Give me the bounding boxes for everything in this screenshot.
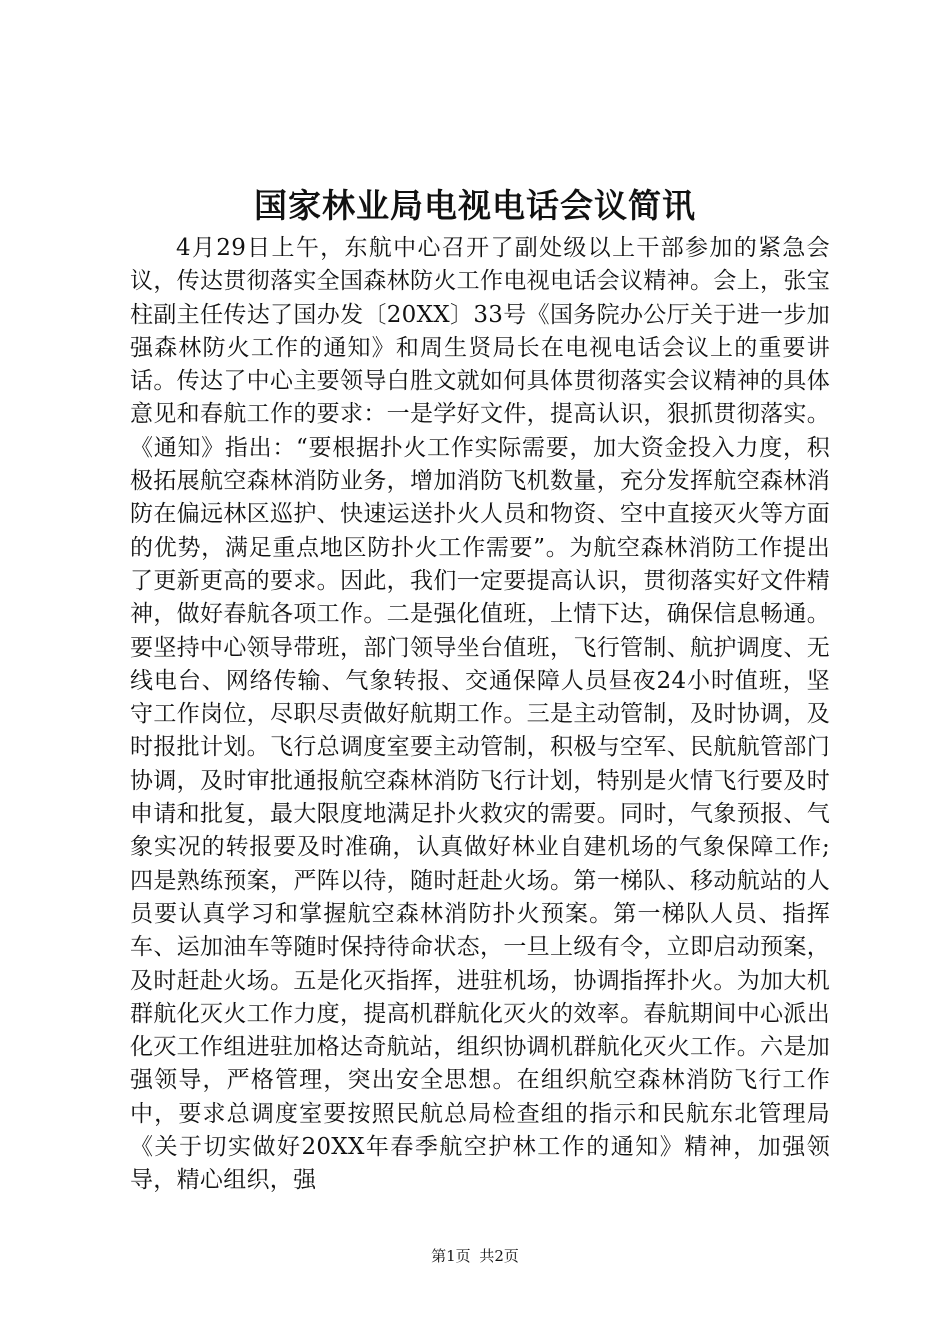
page-footer (0, 1246, 950, 1266)
page-count: 共2页 (479, 1247, 519, 1265)
page-number: 第1页 (431, 1247, 471, 1265)
document-title: 国家林业局电视电话会议简讯 (254, 186, 696, 225)
document-body: 4月29日上午，东航中心召开了副处级以上干部参加的紧急会议，传达贯彻落实全国森林防火工作电视电话会议精神。会上，张宝柱副主任传达了国办发〔20XX〕33号《国务院办公厅关于进一步加强森林防火工作的通知》和周生贤局长在电视电话会议上的重要讲话。传达了中心主要领导白胜文就如何具体贯彻落实会议精神的具体意见和春航工作的要求：一是学好文件，提高认识，狠抓贯彻落实。《通知》指出：“要根据扑火工作实际需要，加大资金投入力度，积极拓展航空森林消防业务，增加消防飞机数量，充分发挥航空森林消防在偏远林区巡护、快速运送扑火人员和物资、空中直接灭火等方面的优势，满足重点地区防扑火工作需要”。为航空森林消防工作提出了更新更高的要求。因此，我们一定要提高认识，贯彻落实好文件精神，做好春航各项工作。二是强化值班，上情下达，确保信息畅通。要坚持中心领导带班，部门领导坐台值班，飞行管制、航护调度、无线电台、网络传输、气象转报、交通保障人员昼夜24小时值班，坚守工作岗位，尽职尽责做好航期工作。三是主动管制，及时协调，及时报批计划。飞行总调度室要主动管制，积极与空军、民航航管部门协调，及时审批通报航空森林消防飞行计划，特别是火情飞行要及时申请和批复，最大限度地满足扑火救灾的需要。同时，气象预报、气象实况的转报要及时准确，认真做好林业自建机场的气象保障工作;四是熟练预案，严阵以待，随时赶赴火场。第一梯队、移动航站的人员要认真学习和掌握航空森林消防扑火预案。第一梯队人员、指挥车、运加油车等随时保持待命状态，一旦上级有令，立即启动预案，及时赶赴火场。五是化灭指挥，进驻机场，协调指挥扑火。为加大机群航化灭火工作力度，提高机群航化灭火的效率。春航期间中心派出化灭工作组进驻加格达奇航站，组织协调机群航化灭火工作。六是加强领导，严格管理，突出安全思想。在组织航空森林消防飞行工作中，要求总调度室要按照民航总局检查组的指示和民航东北管理局《关于切实做好20XX年春季航空护林工作的通知》精神，加强领导，精心组织，强 (130, 235, 830, 1194)
